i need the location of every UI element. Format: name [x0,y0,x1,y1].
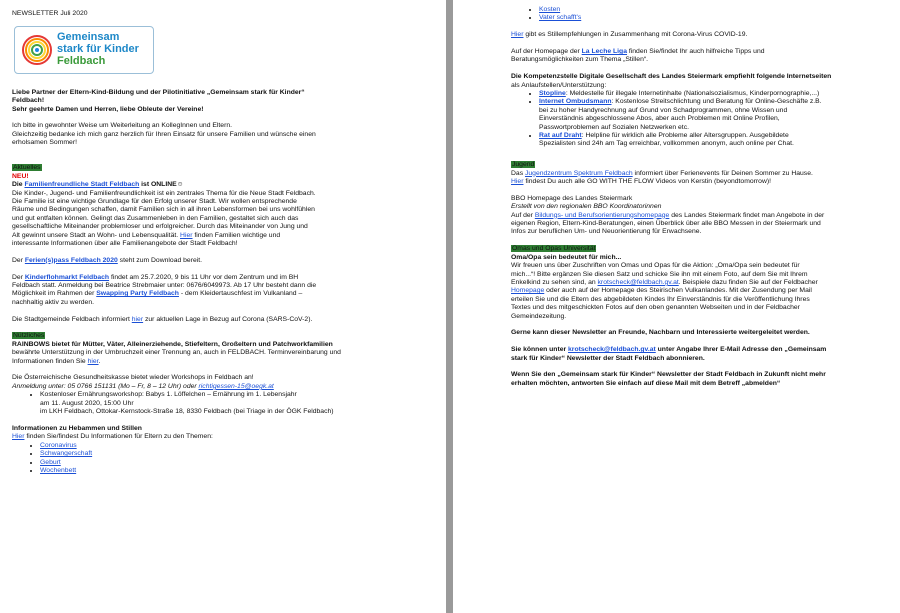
weiterleitung-line: Gerne kann dieser Newsletter an Freunde, Nachbarn und Interessierte weitergeleitet werden. [511,329,810,337]
jugend-line: Hier findest Du auch alle GO WITH THE FLOW Videos von Kerstin (beyondtomorrow)! [511,178,772,186]
link-schwangerschaft[interactable]: Schwangerschaft [40,450,93,458]
link-jugend-hier[interactable]: Hier [511,178,524,186]
flohmarkt-line: Möglichkeit im Rahmen der Swapping Party Feldbach - dem Kleidertauschfest im Vulkanland – [12,290,303,298]
neu-label: NEU! [12,172,29,180]
logo-rainbow-icon [21,34,53,66]
abo-line: Sie können unter krotscheck@feldbach.gv.at unter Angabe Ihrer E-Mail Adresse den „Gemeinsam [511,346,827,354]
abmelden-line: Wenn Sie den „Gemeinsam stark für Kinder“ Newsletter der Stadt Feldbach in Zukunft nicht mehr [511,371,826,379]
intro-line: Ich bitte in gewohnter Weise um Weiterleitung an KollegInnen und Eltern. [12,122,233,130]
rainbows-line: Informationen finden Sie hier. [12,357,101,365]
hebammen-line: Hier finden Sie/findest Du Informationen für Eltern zu den Themen: [12,433,213,441]
corona-line: Die Stadtgemeinde Feldbach informiert hier zur aktuellen Lage in Bezug auf Corona (SARS-CoV-2). [12,315,313,323]
greeting-line: Sehr geehrte Damen und Herren, liebe Obleute der Vereine! [12,105,204,113]
still-line: Hier gibt es Stillempfehlungen in Zusammenhang mit Corona-Virus COVID-19. [511,31,748,39]
section-nuetzliches: Nützliches [13,332,45,340]
link-bbo-homepage[interactable]: Bildungs- und Berufsorientierungshomepage [534,211,670,219]
greeting-line: Feldbach! [12,97,45,105]
link-jugendzentrum[interactable]: Jugendzentrum Spektrum Feldbach [524,169,633,177]
link-geburt[interactable]: Geburt [40,458,61,466]
bbo-line: eigenen Region, Eltern-Kind-Beratungen, einen Überblick über alle BBO Messen in der Steiermark und [511,220,821,228]
oegk-line: Die Österreichische Gesundheitskasse bietet wieder Workshops in Feldbach an! [12,374,254,382]
link-rainbows-hier[interactable]: hier [87,357,99,365]
link-wochenbett[interactable]: Wochenbett [40,466,77,474]
flohmarkt-line: Feldbach statt. Anmeldung bei Beatrice Strebmaier unter: 0676/6049973. Ab 17 Uhr besteht dann die [12,282,317,290]
bbo-subtitle: Erstellt von den regionalen BBO Koordinatorinnen [511,203,662,211]
fam-body-line: interessante Informationen über alle Familienangebote der Stadt Feldbach! [12,240,238,248]
logo-text-3: Feldbach [57,55,106,68]
list-item: • Stopline: Meldestelle für illegale Internetinhalte (Nationalsozialismus, Kinderpornographie,...) [539,90,888,98]
abmelden-line: erhalten möchten, antworten Sie einfach auf diese Mail mit dem Betreff „abmelden“ [511,379,781,387]
link-hier-familien[interactable]: Hier [180,231,193,239]
link-abo-email[interactable]: krotscheck@feldbach.gv.at [568,346,656,354]
intro-line: erholsamen Sommer! [12,139,77,147]
logo-gemeinsam-stark [14,26,154,74]
fam-heading: Die Familienfreundliche Stadt Feldbach ist ONLINE☺ [12,181,184,189]
list-item [40,450,434,458]
link-kosten[interactable]: Kosten [539,6,561,13]
leche-line: Auf der Homepage der La Leche Liga finden Sie/findet Ihr auch hilfreiche Tipps und [511,48,765,55]
fam-body-line: Räume und Bedingungen schaffen, damit Familien sich in all ihren Lebensformen bei uns wohlfühlen [12,206,315,214]
link-kinderflohmarkt[interactable]: Kinderflohmarkt Feldbach [24,273,110,281]
greeting-line: Liebe Partner der Eltern-Kind-Bildung und der Pilotinitiative „Gemeinsam stark für Kinder“ [12,88,305,96]
kompetenz-line: als Anlaufstellen/Unterstützung: [511,81,607,89]
section-omas-opas: Omas und Opas Universität [512,245,596,253]
omas-line: Textes und des mitgeschickten Fotos auf den oben genannten Webseiten und in der Feldbacher [511,304,800,312]
fam-body-line: und gut entfalten können. Gelingt das Zusammenleben in den Familien, gestaltet sich auch das [12,214,299,222]
link-internet-ombudsmann[interactable]: Internet Ombudsmann [539,98,612,106]
link-swapping-party[interactable]: Swapping Party Feldbach [96,290,179,298]
link-rat-auf-draht[interactable]: Rat auf Draht [539,132,582,140]
list-item [539,6,888,14]
list-item [40,459,434,467]
link-ferienpass[interactable]: Ferien(s)pass Feldbach 2020 [24,256,118,264]
intro-line: Gleichzeitig bedanke ich mich ganz herzlich für Ihren Einsatz für unsere Familien und wünsche einen [12,130,316,138]
link-familienfreundliche-stadt[interactable]: Familienfreundliche Stadt Feldbach [24,181,140,189]
link-vater-schaffts[interactable]: Vater schafft's [539,14,582,22]
logo-text-1: Gemeinsam [57,31,120,44]
kompetenz-line: Die Kompetenzstelle Digitale Gesellschaft des Landes Steiermark empfiehlt folgende Internetseiten [511,73,832,81]
document-page-right [453,0,900,613]
omas-line: Wir freuen uns über Zuschriften von Omas und Opas für die Aktion: „Oma/Opa sein bedeutet für [511,262,800,270]
omas-title: Oma/Opa sein bedeutet für mich... [511,253,622,261]
omas-line: mich...“! Bitte ergänzen Sie diesen Satz und schicke Sie ihn mit einem Foto, auf dem Sie mit Ihrem [511,270,808,278]
rainbows-line: RAINBOWS bietet für Mütter, Väter, Alleinerziehende, Stiefeltern, Großeltern und Patchworkfamilien [12,340,333,348]
list-item [40,467,434,475]
list-item: • Internet Ombudsmann: Kostenlose Streitschlichtung und Beratung für Online-Geschäfte z.B. bei zu hoher Handyrechnung auf Grund von Schadprogrammen, ohne Wissen und Einverständnis abgeschlossene Abos, aber auch Problemen mit Online Profilen, Passwortproblemen auf Sozialen Netzwerken etc. [539,98,888,132]
link-stopline[interactable]: Stopline [539,90,566,98]
flohmarkt-line: Der Kinderflohmarkt Feldbach findet am 25.7.2020, 9 bis 11 Uhr vor dem Zentrum und im BH [12,273,299,281]
link-still-hier[interactable]: Hier [511,31,524,39]
list-item: • Rat auf Draht: Helpline für wirklich alle Probleme aller Altersgruppen. Ausgebildete Spezialisten sind 24h am Tag erreichbar, vollkommen anonym, auch online per Chat. [539,132,888,149]
hebammen-heading: Informationen zu Hebammen und Stillen [12,424,142,432]
ferienpass-line: Der Ferien(s)pass Feldbach 2020 steht zum Download bereit. [12,256,203,264]
link-la-leche-liga[interactable]: La Leche Liga [581,48,627,55]
bbo-line: Auf der Bildungs- und Berufsorientierungshomepage des Landes Steiermark findet man Angebote in der [511,211,825,219]
fam-body-line: Die Kinder-, Jugend- und Familienfreundlichkeit ist ein zentrales Thema für die Neue Stadt Feldbach. [12,189,316,197]
fam-body-line: Die Familie ist eine wichtige Grundlage für den Erfolg unserer Stadt. Wir wollen entsprechende [12,198,297,206]
list-item [40,442,434,450]
abo-line: stark für Kinder“ Newsletter der Stadt Feldbach abonnieren. [511,354,705,362]
list-item [539,14,888,22]
link-hebammen-hier[interactable]: Hier [12,433,25,441]
fam-body-line: Alt gewinnt unsere Stadt an Wohn- und Lebensqualität. Hier finden Familien wichtige und [12,231,281,239]
newsletter-date: NEWSLETTER Juli 2020 [12,10,88,17]
flohmarkt-line: nachhaltig aktiv zu werden. [12,298,94,306]
page-gutter [446,0,453,613]
link-coronavirus[interactable]: Coronavirus [40,441,77,449]
section-jugend: Jugend [512,161,535,169]
fam-body-line: gesellschaftliche Miteinander problemloser und erfolgreicher. Durch das Miteinander von Jung und [12,223,308,231]
anmeldung-line: Anmeldung unter: 05 0766 151131 (Mo – Fr, 8 – 12 Uhr) oder richtigessen-15@oegk.at [12,382,274,390]
logo-text-2: stark für Kinder [57,43,139,56]
link-krotscheck-email[interactable]: krotscheck@feldbach.gv.at [597,278,679,286]
omas-line: Homepage oder auch auf der Homepage des Steirischen Vulkanlandes. Mit der Zusendung per Mail [511,287,812,295]
jugend-line: Das Jugendzentrum Spektrum Feldbach informiert über Ferienevents für Deinen Sommer zu Hause. [511,169,813,177]
omas-line: Gemeindezeitung. [511,312,567,320]
rainbows-line: bewährte Unterstützung in der Umbruchzeit einer Trennung an, auch in FELDBACH. Terminvereinbarung und [12,349,341,357]
section-aktuelles: Aktuelles [13,164,41,172]
bbo-title: BBO Homepage des Landes Steiermark [511,194,633,202]
workshop-item: • Kostenloser Ernährungsworkshop: Babys 1. Löffelchen – Ernährung im 1. Lebensjahr am 11. August 2020, 15:00 Uhr im LKH Feldbach, Ottokar-Kernstock-Straße 18, 8330 Feldbach (bei Triage in der ÖGK Feldbach) [40,391,434,416]
link-email-oegk[interactable]: richtigessen-15@oegk.at [198,382,274,390]
omas-line: erteilen Sie und die Eltern des abgebildeten Kindes Ihr Einverständnis für die Veröffentlichung Ihres [511,295,810,303]
link-corona-hier[interactable]: hier [131,315,144,323]
bbo-line: Infos zur beruflichen Um- und Neuorientierung für Erwachsene. [511,228,702,236]
document-page-left [0,0,446,613]
leche-line: Beratungsmöglichkeiten zum Thema „Stillen“. [511,56,649,64]
omas-line: Enkelkind zu sehen sind, an krotscheck@feldbach.gv.at. Beispiele dazu finden Sie auf der Feldbacher [511,278,818,286]
link-homepage[interactable]: Homepage [511,287,545,295]
